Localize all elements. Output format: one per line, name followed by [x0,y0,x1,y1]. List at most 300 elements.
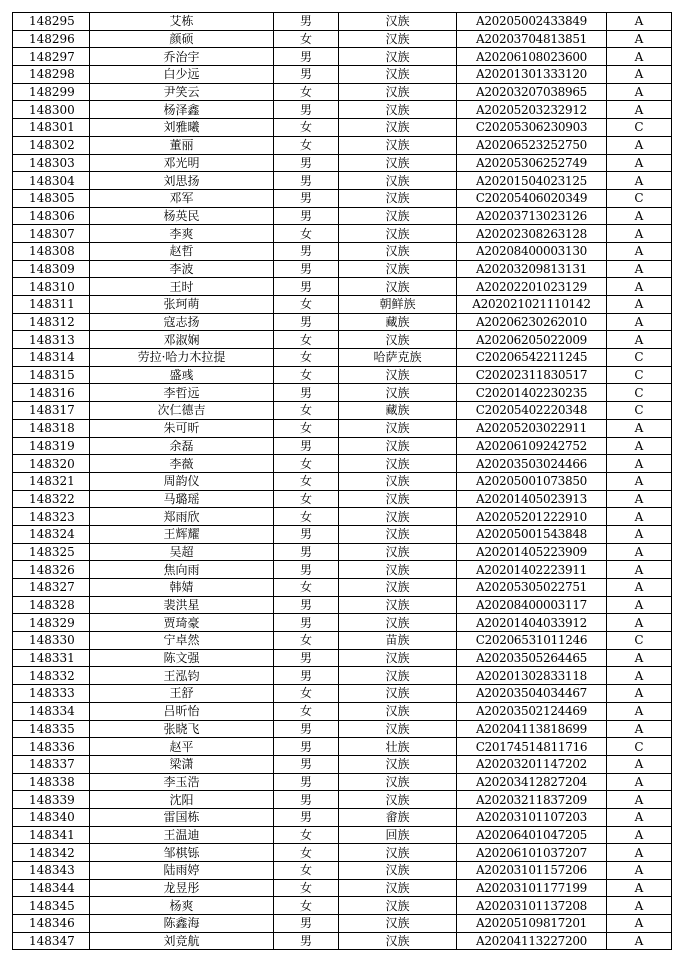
certificate-number-cell: A20203207038965 [457,83,607,101]
certificate-number-cell: A20203211837209 [457,791,607,809]
level-cell: A [607,30,672,48]
student-id-cell: 148295 [13,13,90,31]
gender-cell: 男 [274,525,339,543]
student-id-cell: 148300 [13,101,90,119]
level-cell: A [607,844,672,862]
name-cell: 刘思扬 [90,172,274,190]
table-row [13,932,672,950]
gender-cell: 男 [274,101,339,119]
student-id-cell: 148308 [13,242,90,260]
table-row [13,579,672,597]
gender-cell: 女 [274,83,339,101]
certificate-number-cell: A20201504023125 [457,172,607,190]
ethnicity-cell: 汉族 [339,596,457,614]
student-id-cell: 148310 [13,278,90,296]
certificate-number-cell: A20206108023600 [457,48,607,66]
name-cell: 吕昕怡 [90,702,274,720]
student-id-cell: 148326 [13,561,90,579]
gender-cell: 女 [274,579,339,597]
gender-cell: 男 [274,437,339,455]
name-cell: 马璐瑶 [90,490,274,508]
level-cell: A [607,596,672,614]
table-row [13,136,672,154]
name-cell: 张珂萌 [90,296,274,314]
certificate-number-cell: A20203101137208 [457,897,607,915]
name-cell: 刘雅曦 [90,119,274,137]
gender-cell: 女 [274,402,339,420]
table-row [13,242,672,260]
level-cell: A [607,649,672,667]
certificate-number-cell: A20205201222910 [457,508,607,526]
certificate-number-cell: A202021021110142 [457,296,607,314]
gender-cell: 女 [274,862,339,880]
student-id-cell: 148340 [13,808,90,826]
ethnicity-cell: 汉族 [339,101,457,119]
ethnicity-cell: 汉族 [339,136,457,154]
level-cell: A [607,296,672,314]
name-cell: 乔治宇 [90,48,274,66]
student-id-cell: 148305 [13,189,90,207]
gender-cell: 男 [274,773,339,791]
table-row [13,649,672,667]
ethnicity-cell: 汉族 [339,278,457,296]
ethnicity-cell: 汉族 [339,225,457,243]
ethnicity-cell: 汉族 [339,455,457,473]
certificate-number-cell: A20206205022009 [457,331,607,349]
table-row [13,632,672,650]
table-row [13,614,672,632]
table-row [13,738,672,756]
gender-cell: 男 [274,755,339,773]
certificate-number-cell: A20203502124469 [457,702,607,720]
student-id-cell: 148324 [13,525,90,543]
ethnicity-cell: 汉族 [339,773,457,791]
level-cell: A [607,490,672,508]
level-cell: A [607,260,672,278]
name-cell: 裴洪星 [90,596,274,614]
certificate-number-cell: A20205306252749 [457,154,607,172]
ethnicity-cell: 汉族 [339,614,457,632]
ethnicity-cell: 汉族 [339,932,457,950]
name-cell: 白少远 [90,66,274,84]
level-cell: A [607,773,672,791]
table-row [13,313,672,331]
gender-cell: 男 [274,915,339,933]
name-cell: 杨泽鑫 [90,101,274,119]
student-id-cell: 148303 [13,154,90,172]
certificate-number-cell: A20203505264465 [457,649,607,667]
level-cell: A [607,455,672,473]
certificate-number-cell: A20205305022751 [457,579,607,597]
ethnicity-cell: 汉族 [339,172,457,190]
table-row [13,419,672,437]
gender-cell: 男 [274,189,339,207]
ethnicity-cell: 汉族 [339,508,457,526]
name-cell: 赵平 [90,738,274,756]
level-cell: A [607,702,672,720]
student-id-cell: 148306 [13,207,90,225]
level-cell: A [607,472,672,490]
ethnicity-cell: 畲族 [339,808,457,826]
student-id-cell: 148297 [13,48,90,66]
certificate-number-cell: A20203503024466 [457,455,607,473]
certificate-number-cell: C20206531011246 [457,632,607,650]
certificate-number-cell: A20205001073850 [457,472,607,490]
student-id-cell: 148314 [13,349,90,367]
certificate-number-cell: A20203101177199 [457,879,607,897]
gender-cell: 女 [274,879,339,897]
ethnicity-cell: 回族 [339,826,457,844]
gender-cell: 男 [274,66,339,84]
name-cell: 劳拉·哈力木拉提 [90,349,274,367]
student-id-cell: 148339 [13,791,90,809]
roster-body [13,13,672,950]
name-cell: 李哲远 [90,384,274,402]
name-cell: 韩婧 [90,579,274,597]
student-id-cell: 148331 [13,649,90,667]
gender-cell: 男 [274,791,339,809]
gender-cell: 男 [274,667,339,685]
certificate-number-cell: A20201404033912 [457,614,607,632]
table-row [13,101,672,119]
certificate-number-cell: A20206230262010 [457,313,607,331]
student-id-cell: 148316 [13,384,90,402]
table-row [13,791,672,809]
gender-cell: 男 [274,543,339,561]
student-id-cell: 148299 [13,83,90,101]
student-id-cell: 148329 [13,614,90,632]
table-row [13,561,672,579]
ethnicity-cell: 汉族 [339,490,457,508]
ethnicity-cell: 汉族 [339,915,457,933]
student-id-cell: 148320 [13,455,90,473]
table-row [13,720,672,738]
student-id-cell: 148304 [13,172,90,190]
level-cell: C [607,632,672,650]
ethnicity-cell: 苗族 [339,632,457,650]
level-cell: A [607,561,672,579]
name-cell: 周韵仪 [90,472,274,490]
certificate-number-cell: A20203412827204 [457,773,607,791]
name-cell: 焦向雨 [90,561,274,579]
gender-cell: 女 [274,685,339,703]
student-id-cell: 148322 [13,490,90,508]
ethnicity-cell: 汉族 [339,260,457,278]
ethnicity-cell: 汉族 [339,667,457,685]
level-cell: A [607,897,672,915]
ethnicity-cell: 汉族 [339,66,457,84]
table-row [13,172,672,190]
name-cell: 雷国栋 [90,808,274,826]
certificate-number-cell: C20201402230235 [457,384,607,402]
student-id-cell: 148341 [13,826,90,844]
gender-cell: 女 [274,136,339,154]
ethnicity-cell: 汉族 [339,189,457,207]
gender-cell: 男 [274,172,339,190]
ethnicity-cell: 汉族 [339,83,457,101]
gender-cell: 女 [274,119,339,137]
ethnicity-cell: 汉族 [339,685,457,703]
student-id-cell: 148345 [13,897,90,915]
certificate-number-cell: A20206109242752 [457,437,607,455]
ethnicity-cell: 汉族 [339,862,457,880]
gender-cell: 男 [274,596,339,614]
student-id-cell: 148333 [13,685,90,703]
table-row [13,207,672,225]
certificate-number-cell: A20205203022911 [457,419,607,437]
name-cell: 颜硕 [90,30,274,48]
ethnicity-cell: 汉族 [339,366,457,384]
student-id-cell: 148336 [13,738,90,756]
level-cell: A [607,826,672,844]
table-row [13,278,672,296]
gender-cell: 女 [274,455,339,473]
ethnicity-cell: 汉族 [339,13,457,31]
table-row [13,437,672,455]
level-cell: A [607,862,672,880]
certificate-number-cell: C20205306230903 [457,119,607,137]
name-cell: 李爽 [90,225,274,243]
certificate-number-cell: A20206523252750 [457,136,607,154]
gender-cell: 女 [274,419,339,437]
level-cell: A [607,791,672,809]
gender-cell: 男 [274,384,339,402]
level-cell: C [607,366,672,384]
certificate-number-cell: A20203713023126 [457,207,607,225]
level-cell: A [607,755,672,773]
student-id-cell: 148344 [13,879,90,897]
level-cell: A [607,508,672,526]
table-row [13,490,672,508]
level-cell: C [607,189,672,207]
level-cell: A [607,278,672,296]
table-row [13,48,672,66]
name-cell: 次仁德吉 [90,402,274,420]
certificate-number-cell: A20205001543848 [457,525,607,543]
name-cell: 李波 [90,260,274,278]
gender-cell: 男 [274,260,339,278]
student-id-cell: 148334 [13,702,90,720]
table-row [13,119,672,137]
ethnicity-cell: 汉族 [339,48,457,66]
gender-cell: 男 [274,278,339,296]
name-cell: 寇志扬 [90,313,274,331]
level-cell: A [607,207,672,225]
table-row [13,596,672,614]
name-cell: 赵哲 [90,242,274,260]
level-cell: A [607,437,672,455]
gender-cell: 女 [274,225,339,243]
level-cell: A [607,225,672,243]
table-row [13,455,672,473]
student-id-cell: 148337 [13,755,90,773]
certificate-number-cell: C20202311830517 [457,366,607,384]
ethnicity-cell: 汉族 [339,30,457,48]
student-id-cell: 148313 [13,331,90,349]
ethnicity-cell: 汉族 [339,879,457,897]
gender-cell: 女 [274,632,339,650]
table-row [13,66,672,84]
gender-cell: 男 [274,48,339,66]
student-id-cell: 148311 [13,296,90,314]
name-cell: 王时 [90,278,274,296]
name-cell: 王温迪 [90,826,274,844]
name-cell: 李玉浩 [90,773,274,791]
gender-cell: 女 [274,826,339,844]
table-row [13,472,672,490]
ethnicity-cell: 汉族 [339,472,457,490]
ethnicity-cell: 汉族 [339,579,457,597]
name-cell: 刘竞航 [90,932,274,950]
table-row [13,225,672,243]
level-cell: C [607,119,672,137]
gender-cell: 女 [274,30,339,48]
certificate-number-cell: A20205002433849 [457,13,607,31]
name-cell: 梁潇 [90,755,274,773]
certificate-number-cell: A20201402223911 [457,561,607,579]
ethnicity-cell: 汉族 [339,419,457,437]
level-cell: A [607,172,672,190]
ethnicity-cell: 汉族 [339,331,457,349]
level-cell: A [607,614,672,632]
gender-cell: 女 [274,349,339,367]
table-row [13,702,672,720]
student-id-cell: 148312 [13,313,90,331]
ethnicity-cell: 藏族 [339,402,457,420]
name-cell: 盛彧 [90,366,274,384]
gender-cell: 男 [274,242,339,260]
gender-cell: 女 [274,844,339,862]
level-cell: C [607,738,672,756]
certificate-number-cell: C20205406020349 [457,189,607,207]
name-cell: 邓军 [90,189,274,207]
name-cell: 王泓钧 [90,667,274,685]
level-cell: A [607,331,672,349]
name-cell: 吴超 [90,543,274,561]
table-row [13,862,672,880]
table-row [13,349,672,367]
name-cell: 龙昱彤 [90,879,274,897]
gender-cell: 男 [274,808,339,826]
student-id-cell: 148330 [13,632,90,650]
ethnicity-cell: 汉族 [339,119,457,137]
level-cell: A [607,154,672,172]
table-row [13,879,672,897]
table-row [13,755,672,773]
certificate-number-cell: C20174514811716 [457,738,607,756]
ethnicity-cell: 朝鲜族 [339,296,457,314]
ethnicity-cell: 汉族 [339,897,457,915]
certificate-number-cell: A20203209813131 [457,260,607,278]
table-row [13,83,672,101]
student-id-cell: 148319 [13,437,90,455]
certificate-number-cell: A20205109817201 [457,915,607,933]
ethnicity-cell: 汉族 [339,720,457,738]
gender-cell: 男 [274,313,339,331]
name-cell: 陈文强 [90,649,274,667]
level-cell: A [607,242,672,260]
table-row [13,844,672,862]
student-id-cell: 148315 [13,366,90,384]
level-cell: A [607,13,672,31]
name-cell: 陆雨婷 [90,862,274,880]
table-row [13,667,672,685]
ethnicity-cell: 汉族 [339,844,457,862]
level-cell: A [607,83,672,101]
table-row [13,296,672,314]
certificate-number-cell: A20201301333120 [457,66,607,84]
ethnicity-cell: 汉族 [339,791,457,809]
ethnicity-cell: 汉族 [339,649,457,667]
ethnicity-cell: 汉族 [339,561,457,579]
table-row [13,30,672,48]
ethnicity-cell: 汉族 [339,437,457,455]
roster-table [12,12,672,950]
gender-cell: 男 [274,932,339,950]
name-cell: 贾琦豪 [90,614,274,632]
level-cell: A [607,136,672,154]
level-cell: A [607,101,672,119]
level-cell: A [607,667,672,685]
gender-cell: 女 [274,490,339,508]
name-cell: 余磊 [90,437,274,455]
gender-cell: 男 [274,561,339,579]
level-cell: C [607,349,672,367]
name-cell: 邓淑娴 [90,331,274,349]
table-row [13,331,672,349]
certificate-number-cell: A20203101107203 [457,808,607,826]
certificate-number-cell: A20208400003130 [457,242,607,260]
name-cell: 董丽 [90,136,274,154]
certificate-number-cell: A20203504034467 [457,685,607,703]
gender-cell: 男 [274,154,339,172]
gender-cell: 男 [274,13,339,31]
certificate-number-cell: A20203101157206 [457,862,607,880]
table-row [13,384,672,402]
gender-cell: 男 [274,614,339,632]
student-id-cell: 148327 [13,579,90,597]
student-id-cell: 148323 [13,508,90,526]
name-cell: 杨英民 [90,207,274,225]
certificate-number-cell: C20206542211245 [457,349,607,367]
level-cell: A [607,525,672,543]
table-row [13,154,672,172]
gender-cell: 女 [274,331,339,349]
table-row [13,366,672,384]
level-cell: C [607,384,672,402]
certificate-number-cell: A20204113818699 [457,720,607,738]
table-row [13,525,672,543]
student-id-cell: 148317 [13,402,90,420]
gender-cell: 男 [274,720,339,738]
level-cell: A [607,313,672,331]
certificate-number-cell: A20201302833118 [457,667,607,685]
student-id-cell: 148346 [13,915,90,933]
certificate-number-cell: A20205203232912 [457,101,607,119]
student-id-cell: 148298 [13,66,90,84]
table-row [13,189,672,207]
ethnicity-cell: 汉族 [339,755,457,773]
certificate-number-cell: A20202201023129 [457,278,607,296]
table-row [13,13,672,31]
gender-cell: 女 [274,702,339,720]
certificate-number-cell: A20206401047205 [457,826,607,844]
table-row [13,508,672,526]
gender-cell: 女 [274,897,339,915]
level-cell: C [607,402,672,420]
ethnicity-cell: 壮族 [339,738,457,756]
ethnicity-cell: 汉族 [339,702,457,720]
